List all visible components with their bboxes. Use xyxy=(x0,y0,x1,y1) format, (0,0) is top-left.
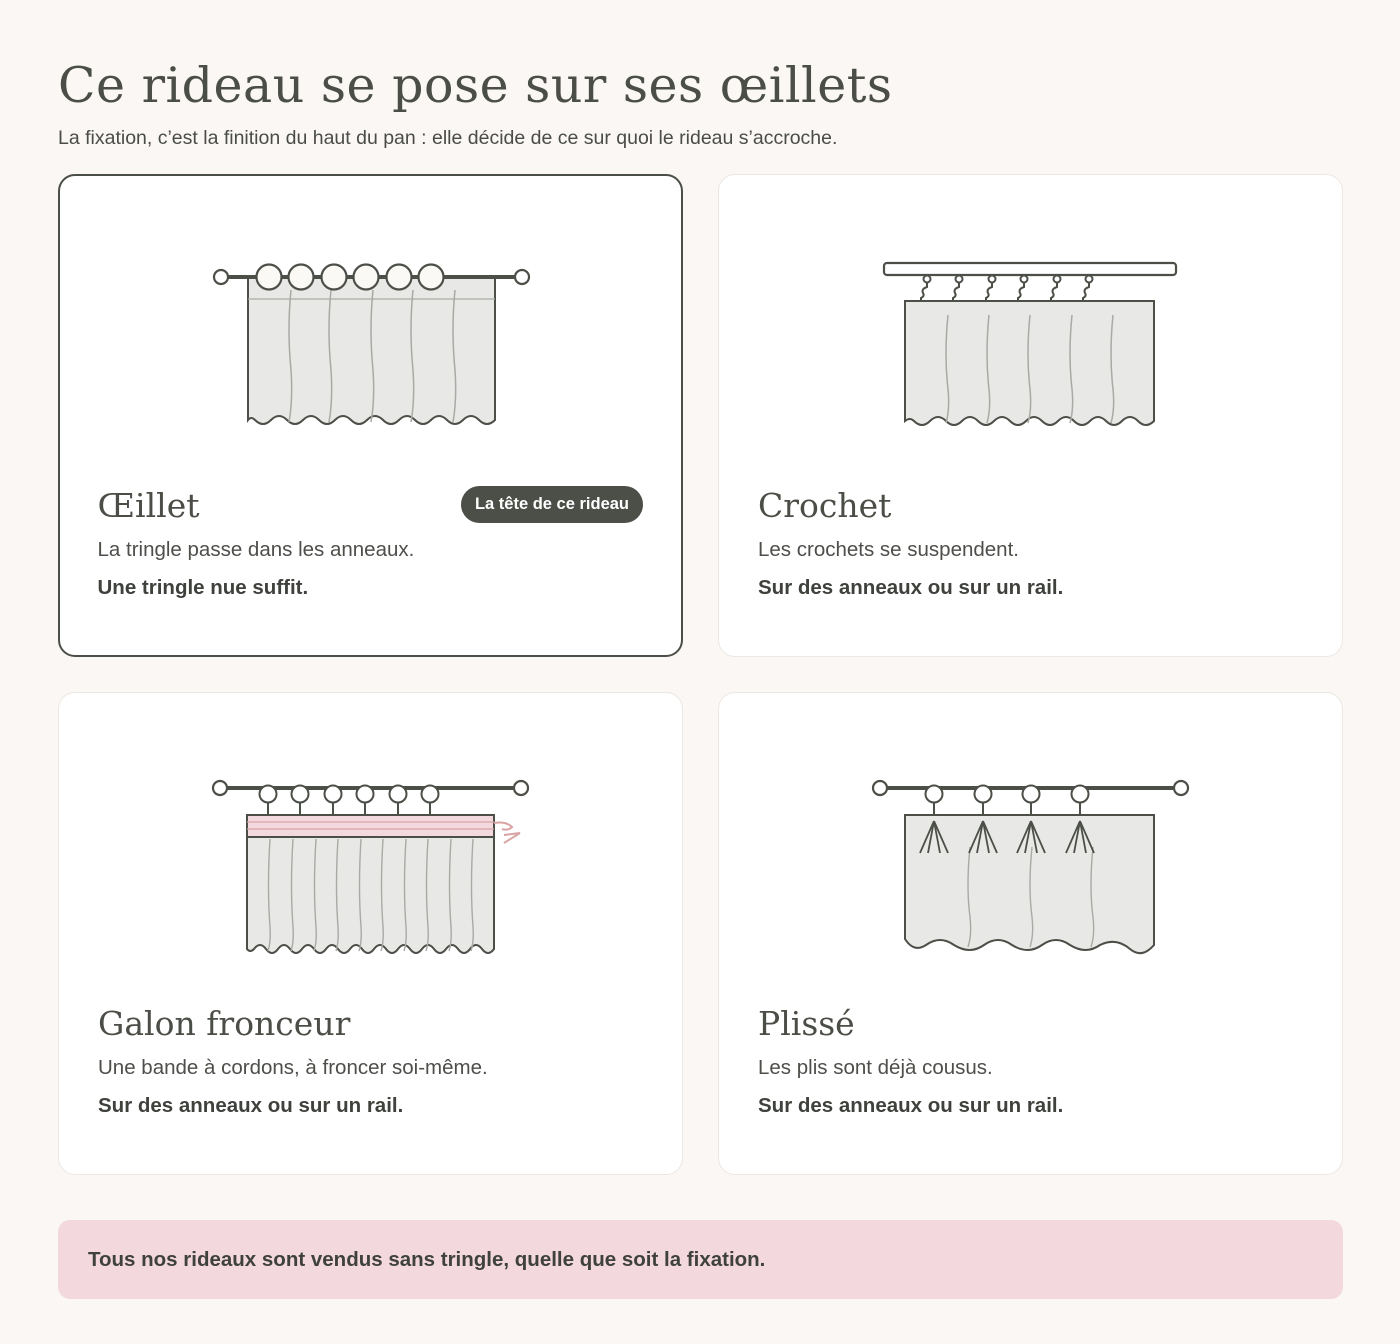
card-title: Œillet xyxy=(97,485,200,525)
card-title: Plissé xyxy=(758,1004,855,1043)
card-note: Sur des anneaux ou sur un rail. xyxy=(98,1094,404,1117)
gathering-tape-curtain-icon xyxy=(206,777,536,957)
card-description: Les plis sont déjà cousus. xyxy=(758,1056,993,1079)
card-description: Les crochets se suspendent. xyxy=(758,538,1019,561)
hook-curtain-icon xyxy=(866,259,1196,439)
card-note: Une tringle nue suffit. xyxy=(97,575,309,599)
card-plisse[interactable] xyxy=(718,692,1343,1175)
card-description: La tringle passe dans les anneaux. xyxy=(97,537,415,561)
page-title: Ce rideau se pose sur ses œillets xyxy=(58,57,893,114)
eyelet-curtain-icon xyxy=(207,260,537,440)
card-title: Galon fronceur xyxy=(98,1004,351,1043)
card-description: Une bande à cordons, à froncer soi-même. xyxy=(98,1056,488,1079)
page-header xyxy=(58,56,1342,151)
no-rod-notice: Tous nos rideaux sont vendus sans tringle, quelle que soit la fixation. xyxy=(58,1220,1343,1299)
card-crochet[interactable] xyxy=(718,174,1343,657)
card-oeillet[interactable] xyxy=(58,174,683,657)
card-galon-fronceur[interactable] xyxy=(58,692,683,1175)
heading-type-grid xyxy=(58,174,1343,1175)
card-note: Sur des anneaux ou sur un rail. xyxy=(758,576,1064,599)
card-note: Sur des anneaux ou sur un rail. xyxy=(758,1094,1064,1117)
current-heading-badge: La tête de ce rideau xyxy=(461,486,643,523)
pleated-curtain-icon xyxy=(866,777,1196,957)
page-subtitle: La fixation, c’est la finition du haut du pan : elle décide de ce sur quoi le rideau s’accroche. xyxy=(58,127,838,149)
card-title: Crochet xyxy=(758,486,892,525)
